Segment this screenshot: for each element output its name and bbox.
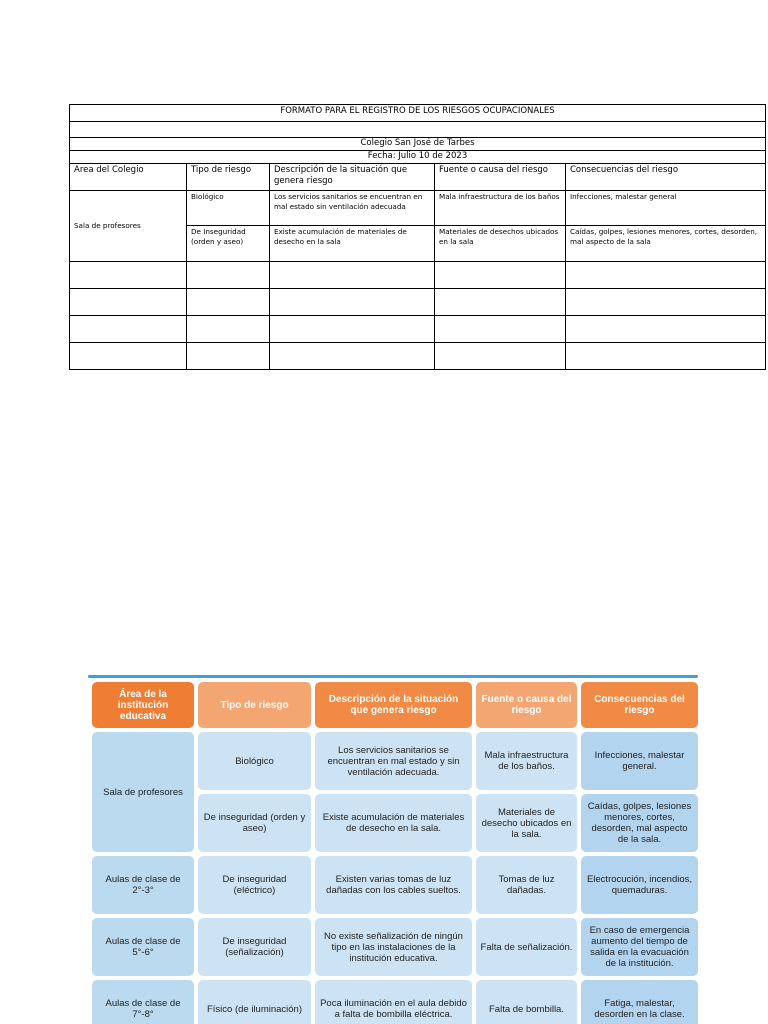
- infographic-cell-descripcion: Poca iluminación en el aula debido a falta de bombilla eléctrica.: [315, 980, 472, 1024]
- infographic-header-row: [92, 682, 698, 728]
- empty-cell: [270, 262, 435, 289]
- sheet-school: Colegio San José de Tarbes: [70, 138, 766, 151]
- infographic-cell-consecuencias: Electrocución, incendios, quemaduras.: [581, 856, 698, 914]
- sheet-cell-consecuencias: Infecciones, malestar general: [566, 191, 766, 226]
- infographic-cell-fuente: Falta de señalización.: [476, 918, 577, 976]
- sheet-cell-consecuencias: Caídas, golpes, lesiones menores, cortes, desorden, mal aspecto de la sala: [566, 226, 766, 262]
- sheet-empty-row: [70, 316, 766, 343]
- sheet-cell-tipo: Biológico: [187, 191, 270, 226]
- sheet-empty-row: [70, 343, 766, 370]
- infographic-cell-tipo: De inseguridad (señalización): [198, 918, 311, 976]
- infographic-header-descripcion: Descripción de la situación que genera riesgo: [315, 682, 472, 728]
- infographic-row: [92, 856, 698, 914]
- empty-cell: [187, 289, 270, 316]
- infographic-cell-descripcion: No existe señalización de ningún tipo en las instalaciones de la institución educativa.: [315, 918, 472, 976]
- empty-cell: [435, 262, 566, 289]
- empty-cell: [187, 262, 270, 289]
- empty-cell: [435, 316, 566, 343]
- sheet-blank-row: [70, 122, 766, 138]
- infographic-cell-descripcion: Existen varias tomas de luz dañadas con los cables sueltos.: [315, 856, 472, 914]
- infographic-row: [92, 918, 698, 976]
- sheet-row: [70, 191, 766, 226]
- infographic-cell-tipo: De inseguridad (orden y aseo): [198, 794, 311, 852]
- sheet-header-consecuencias: Consecuencias del riesgo: [566, 164, 766, 191]
- sheet-empty-row: [70, 289, 766, 316]
- empty-cell: [435, 343, 566, 370]
- empty-cell: [187, 343, 270, 370]
- sheet-header-area: Area del Colegio: [70, 164, 187, 191]
- infographic-header-fuente: Fuente o causa del riesgo: [476, 682, 577, 728]
- empty-cell: [566, 316, 766, 343]
- sheet-cell-fuente: Materiales de desechos ubicados en la sala: [435, 226, 566, 262]
- sheet-cell-descripcion: Existe acumulación de materiales de desecho en la sala: [270, 226, 435, 262]
- empty-cell: [566, 289, 766, 316]
- sheet-cell-fuente: Mala infraestructura de los baños: [435, 191, 566, 226]
- infographic-cell-area: Aulas de clase de 7°-8°: [92, 980, 194, 1024]
- infographic-cell-descripcion: Los servicios sanitarios se encuentran en mal estado y sin ventilación adecuada.: [315, 732, 472, 790]
- empty-cell: [70, 289, 187, 316]
- infographic-cell-tipo: Biológico: [198, 732, 311, 790]
- empty-cell: [270, 343, 435, 370]
- sheet-header-fuente: Fuente o causa del riesgo: [435, 164, 566, 191]
- infographic-row: [92, 980, 698, 1024]
- sheet-cell-tipo: De Inseguridad (orden y aseo): [187, 226, 270, 262]
- risk-register-sheet: [69, 104, 766, 370]
- infographic-cell-area: Aulas de clase de 5°-6°: [92, 918, 194, 976]
- infographic-cell-consecuencias: En caso de emergencia aumento del tiempo de salida en la evacuación de la institución.: [581, 918, 698, 976]
- infographic-cell-consecuencias: Caídas, golpes, lesiones menores, cortes, desorden, mal aspecto de la sala.: [581, 794, 698, 852]
- infographic-cell-area: Sala de profesores: [92, 732, 194, 852]
- empty-cell: [566, 343, 766, 370]
- infographic-header-area: Área de la institución educativa: [92, 682, 194, 728]
- infographic-cell-fuente: Falta de bombilla.: [476, 980, 577, 1024]
- infographic-cell-tipo: Físico (de iluminación): [198, 980, 311, 1024]
- infographic-cell-consecuencias: Fatiga, malestar, desorden en la clase.: [581, 980, 698, 1024]
- infographic-header-consecuencias: Consecuencias del riesgo: [581, 682, 698, 728]
- infographic-cell-tipo: De inseguridad (eléctrico): [198, 856, 311, 914]
- sheet-title: FORMATO PARA EL REGISTRO DE LOS RIESGOS OCUPACIONALES: [70, 105, 766, 122]
- sheet-area-cell: Sala de profesores: [70, 191, 187, 262]
- empty-cell: [70, 262, 187, 289]
- empty-cell: [270, 289, 435, 316]
- infographic-header-tipo: Tipo de riesgo: [198, 682, 311, 728]
- empty-cell: [70, 316, 187, 343]
- empty-cell: [270, 316, 435, 343]
- sheet-empty-row: [70, 262, 766, 289]
- empty-cell: [187, 316, 270, 343]
- empty-cell: [435, 289, 566, 316]
- empty-cell: [70, 343, 187, 370]
- infographic-cell-fuente: Tomas de luz dañadas.: [476, 856, 577, 914]
- risk-infographic-table: [88, 678, 698, 1024]
- sheet-header-row: [70, 164, 766, 191]
- infographic-cell-area: Aulas de clase de 2°-3°: [92, 856, 194, 914]
- infographic-cell-fuente: Mala infraestructura de los baños.: [476, 732, 577, 790]
- infographic-cell-descripcion: Existe acumulación de materiales de desecho en la sala.: [315, 794, 472, 852]
- infographic-cell-fuente: Materiales de desecho ubicados en la sala.: [476, 794, 577, 852]
- empty-cell: [566, 262, 766, 289]
- risk-infographic: [88, 675, 698, 1024]
- sheet-cell-descripcion: Los servicios sanitarios se encuentran en mal estado sin ventilación adecuada: [270, 191, 435, 226]
- sheet-date: Fecha: Julio 10 de 2023: [70, 151, 766, 164]
- infographic-row: [92, 732, 698, 790]
- infographic-cell-consecuencias: Infecciones, malestar general.: [581, 732, 698, 790]
- sheet-header-descripcion: Descripción de la situación que genera riesgo: [270, 164, 435, 191]
- sheet-header-tipo: Tipo de riesgo: [187, 164, 270, 191]
